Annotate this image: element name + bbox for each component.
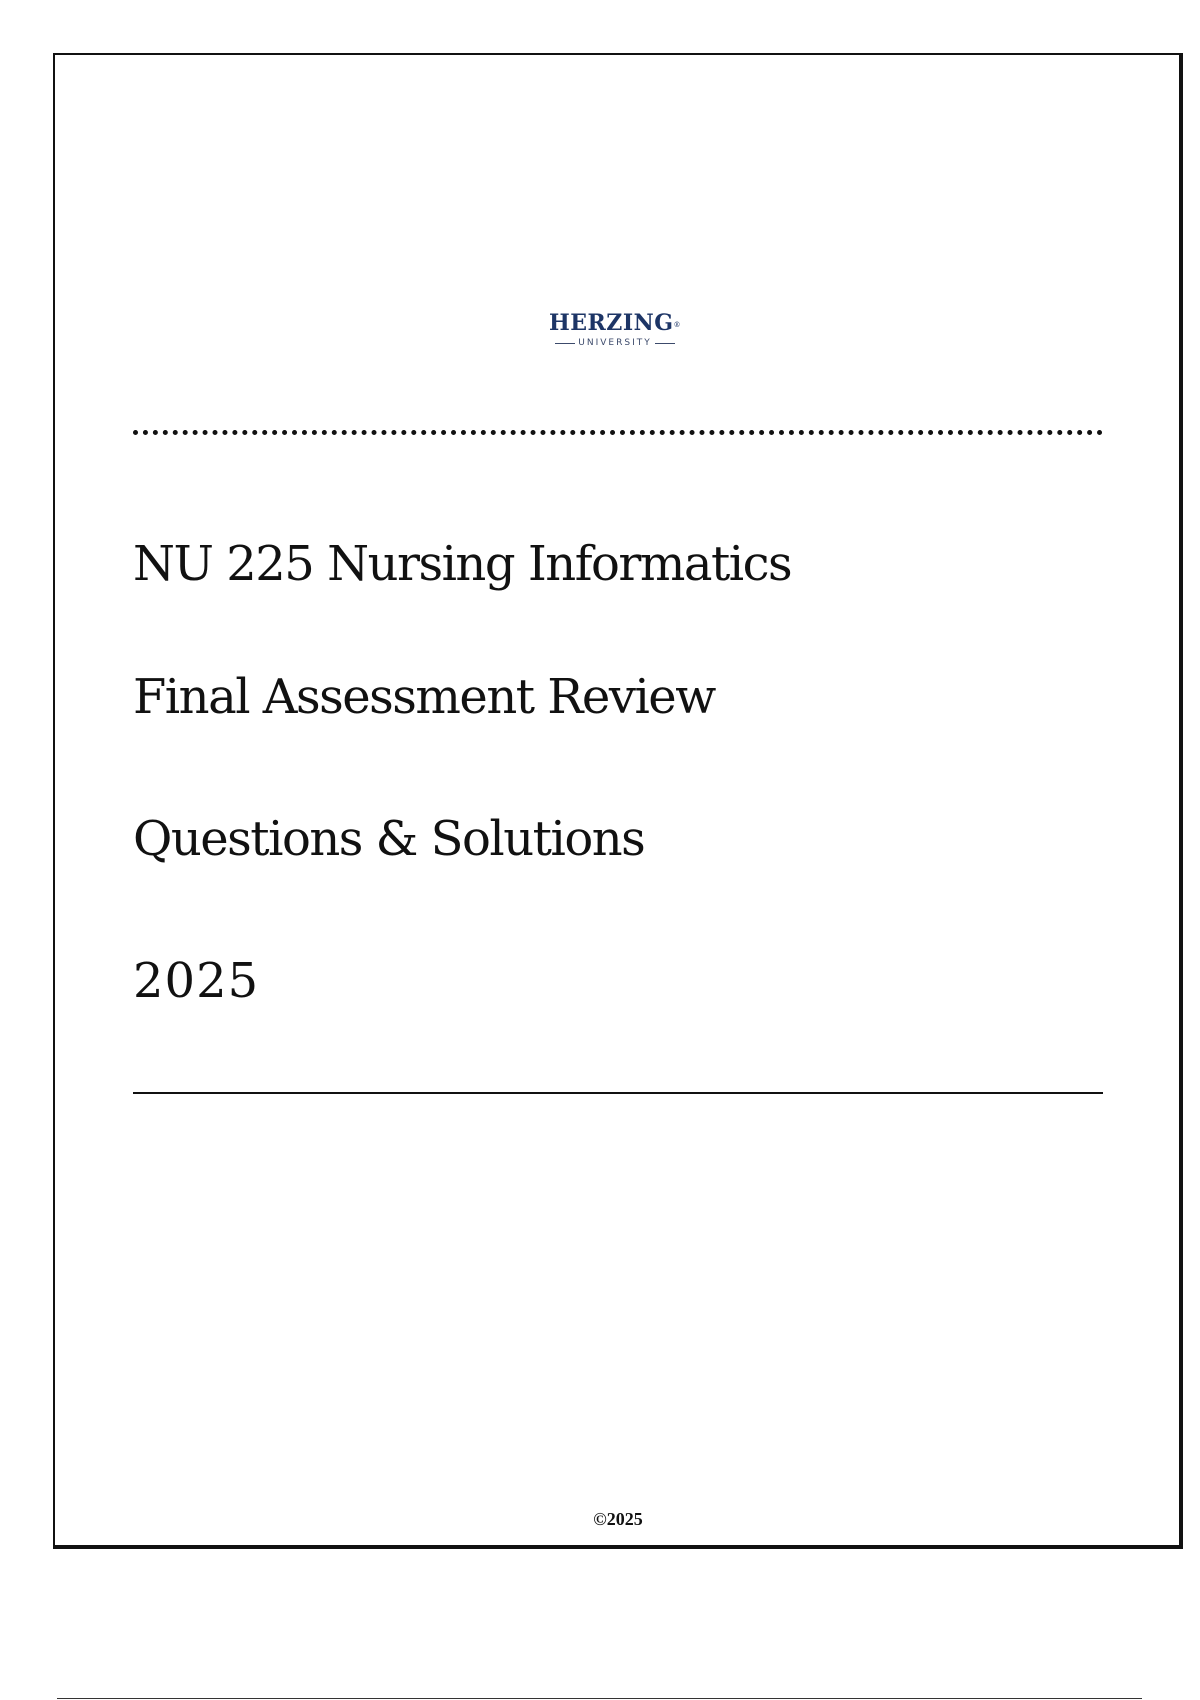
dotted-divider	[133, 430, 1103, 435]
logo-trademark: ®	[673, 321, 682, 329]
logo-wordmark	[535, 310, 695, 336]
document-subtitle: Questions & Solutions	[133, 811, 645, 867]
page-frame	[53, 53, 1183, 1549]
solid-divider	[133, 1092, 1103, 1094]
logo-name: HERZING	[548, 310, 674, 336]
course-title: NU 225 Nursing Informatics	[133, 536, 792, 592]
logo-subtitle: UNIVERSITY	[535, 337, 695, 349]
document-title: Final Assessment Review	[133, 669, 715, 725]
copyright-notice: ©2025	[593, 1509, 643, 1529]
herzing-university-logo	[535, 310, 695, 360]
page-bottom-divider	[57, 1698, 1142, 1699]
document-year: 2025	[133, 953, 260, 1009]
